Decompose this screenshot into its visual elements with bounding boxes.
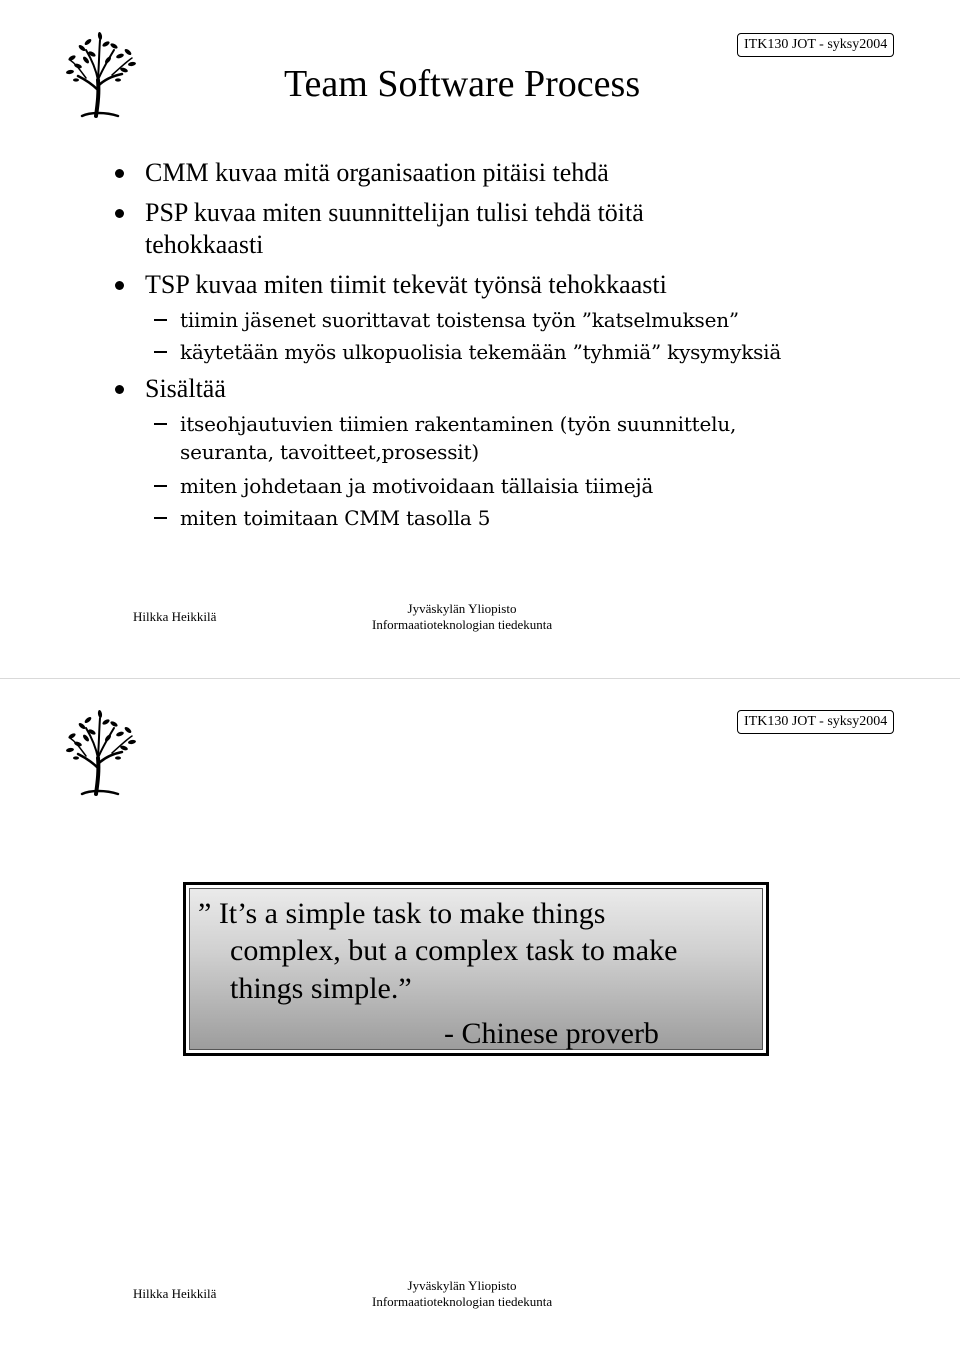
- sub-item-text: tiimin jäsenet suorittavat toistensa työn ”katselmuksen”: [180, 308, 739, 332]
- bullet-icon: [115, 169, 124, 178]
- sub-item: [180, 340, 781, 364]
- sub-item-text: miten toimitaan CMM tasolla 5: [180, 506, 491, 530]
- footer-author: Hilkka Heikkilä: [133, 1286, 217, 1301]
- sub-item: [180, 412, 736, 436]
- slide-1: [0, 0, 960, 678]
- bullet-continuation: tehokkaasti: [145, 230, 264, 259]
- footer-university-name: Jyväskylän Yliopisto: [407, 601, 517, 616]
- bullet-item: [145, 158, 609, 188]
- sub-item: [180, 506, 490, 530]
- dash-icon: [154, 319, 167, 321]
- quote-line-1: ” It’s a simple task to make things: [198, 897, 606, 930]
- sub-item-continuation: seuranta, tavoitteet,prosessit): [180, 440, 479, 464]
- bullet-item: [145, 374, 226, 404]
- bullet-icon: [115, 281, 124, 290]
- quote-line-2: complex, but a complex task to make: [230, 934, 678, 967]
- dash-icon: [154, 485, 167, 487]
- slide-2: [0, 678, 960, 1357]
- quote-box: [183, 882, 769, 1056]
- footer-faculty: Informaatioteknologian tiedekunta: [372, 1294, 553, 1309]
- bullet-icon: [115, 209, 124, 218]
- bullet-text: PSP kuvaa miten suunnittelijan tulisi tehdä töitä: [145, 198, 644, 227]
- footer-university: [372, 601, 552, 633]
- sub-item-text: käytetään myös ulkopuolisia tekemään ”tyhmiä” kysymyksiä: [180, 340, 782, 364]
- sub-item: [180, 308, 739, 332]
- course-badge: ITK130 JOT - syksy2004: [737, 710, 894, 734]
- footer-university-name: Jyväskylän Yliopisto: [407, 1278, 517, 1293]
- footer-university: [372, 1278, 552, 1310]
- sub-item-text: itseohjautuvien tiimien rakentaminen (työn suunnittelu,: [180, 412, 737, 436]
- course-badge: ITK130 JOT - syksy2004: [737, 33, 894, 57]
- bullet-text: Sisältää: [145, 374, 226, 403]
- bullet-item: [145, 198, 644, 228]
- sub-item: [180, 474, 653, 498]
- bullet-text: CMM kuvaa mitä organisaation pitäisi tehdä: [145, 158, 609, 187]
- tree-logo-icon: [62, 708, 138, 796]
- bullet-item: [145, 270, 667, 300]
- bullet-icon: [115, 385, 124, 394]
- quote-attribution: - Chinese proverb: [444, 1017, 659, 1050]
- sub-item-text: miten johdetaan ja motivoidaan tällaisia tiimejä: [180, 474, 654, 498]
- tree-logo-icon: [62, 30, 138, 118]
- dash-icon: [154, 517, 167, 519]
- quote-line-3: things simple.”: [230, 972, 412, 1005]
- footer-faculty: Informaatioteknologian tiedekunta: [372, 617, 553, 632]
- bullet-text: TSP kuvaa miten tiimit tekevät työnsä tehokkaasti: [145, 270, 667, 299]
- dash-icon: [154, 423, 167, 425]
- dash-icon: [154, 351, 167, 353]
- footer-author: Hilkka Heikkilä: [133, 609, 217, 624]
- slide-title: Team Software Process: [284, 63, 641, 105]
